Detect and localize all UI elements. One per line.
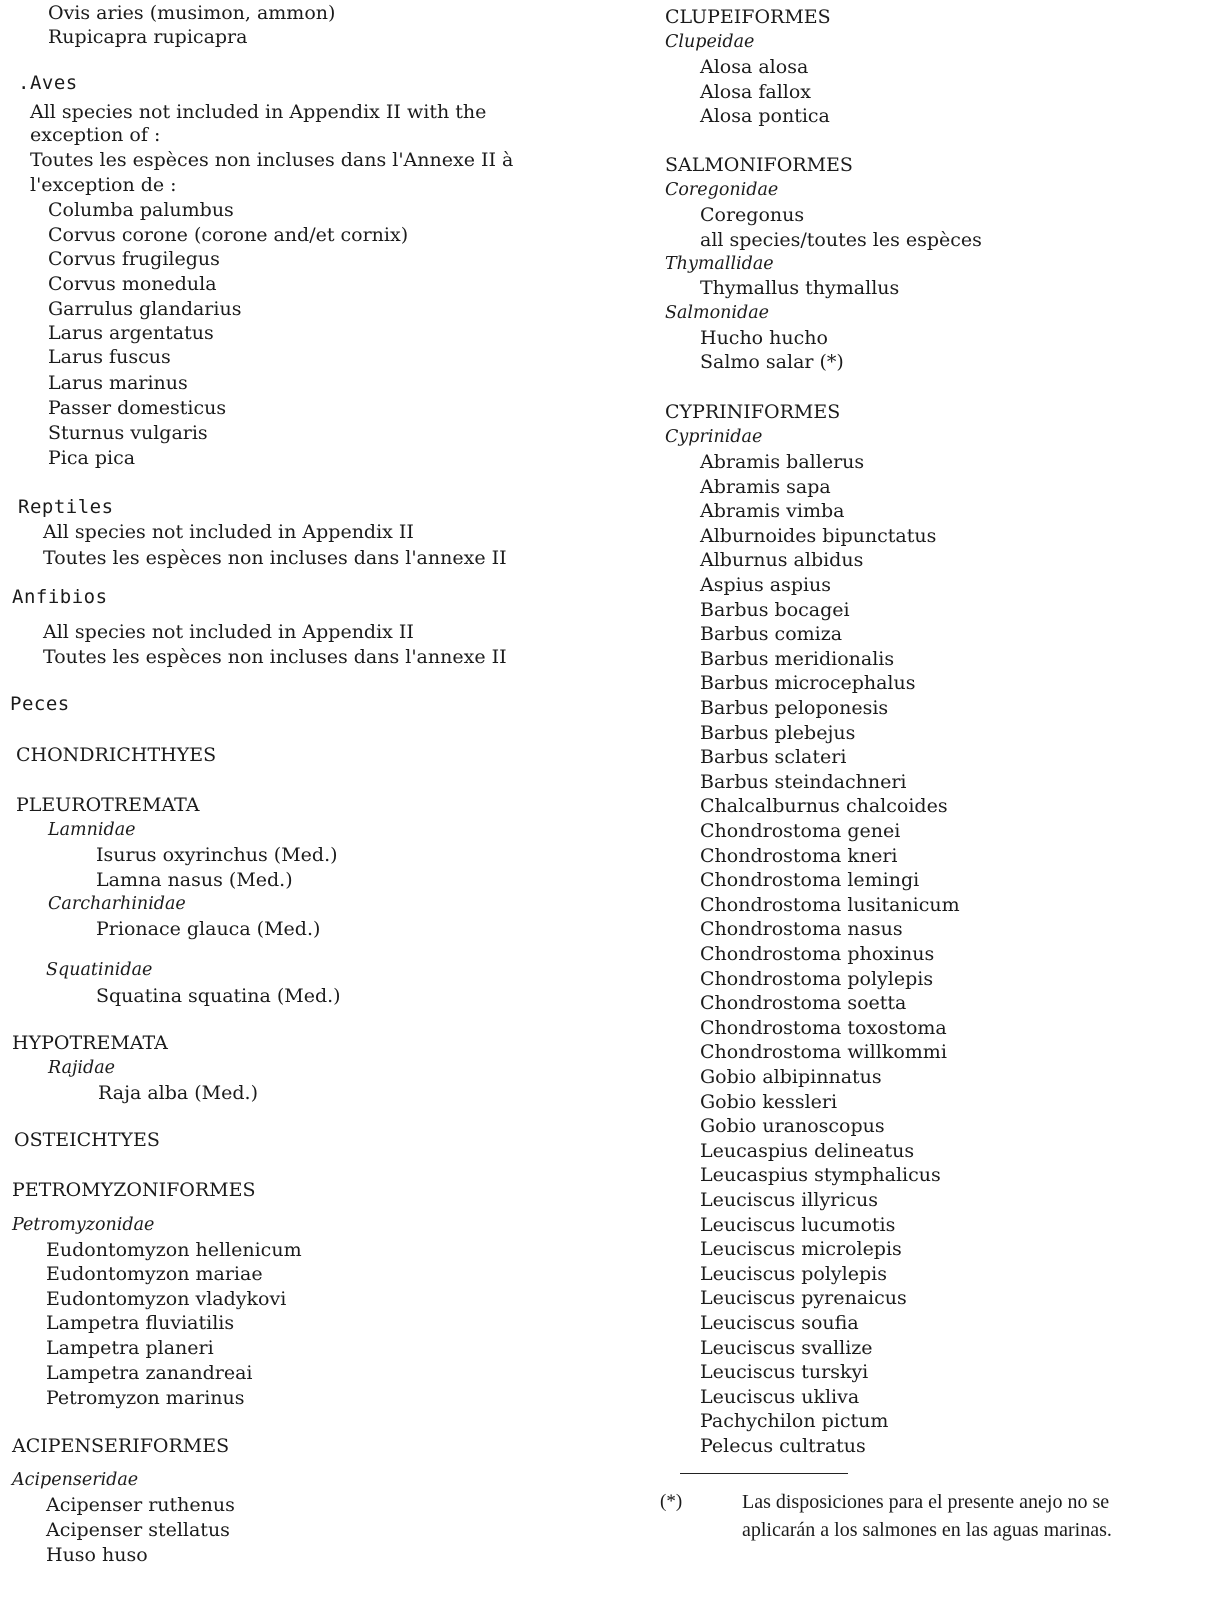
family-name: Petromyzonidae [12,1215,155,1235]
species-name: Leuciscus microlepis [700,1238,902,1261]
family-name: Carcharhinidae [48,894,186,914]
species-name: Pachychilon pictum [700,1410,889,1433]
species-name: Acipenser stellatus [46,1519,230,1541]
aves-intro-fr: l'exception de : [30,174,177,196]
species-name: Chalcalburnus chalcoides [700,795,948,818]
species-name: Chondrostoma lemingi [700,869,920,892]
family-name: Coregonidae [665,180,779,200]
order-heading: PETROMYZONIFORMES [12,1179,256,1201]
species-name: Alburnoides bipunctatus [700,524,937,547]
species-name: Chondrostoma phoxinus [700,943,935,965]
species-name: Eudontomyzon vladykovi [46,1288,287,1310]
species-name: Pelecus cultratus [700,1435,866,1457]
species-name: Chondrostoma lusitanicum [700,893,960,916]
species-name: Barbus bocagei [700,598,850,621]
species-name: all species/toutes les espèces [700,229,982,251]
species-name: Ovis aries (musimon, ammon) [48,2,336,24]
species-name: Eudontomyzon hellenicum [46,1239,302,1261]
order-heading: HYPOTREMATA [12,1032,168,1054]
order-heading: CLUPEIFORMES [665,6,831,28]
reptiles-line: All species not included in Appendix II [43,521,414,543]
reptiles-line: Toutes les espèces non incluses dans l'annexe II [43,547,507,569]
anfibios-line: Toutes les espèces non incluses dans l'annexe II [43,646,507,668]
species-name: Leuciscus polylepis [700,1262,887,1285]
species-name: Larus marinus [48,372,188,394]
species-name: Prionace glauca (Med.) [96,918,321,940]
species-name: Pica pica [48,447,136,469]
species-name: Petromyzon marinus [46,1387,245,1409]
species-name: Larus argentatus [48,322,214,344]
species-name: Leuciscus ukliva [700,1385,860,1408]
species-name: Chondrostoma soetta [700,992,907,1015]
family-name: Lamnidae [48,820,136,840]
species-name: Corvus monedula [48,273,217,295]
species-name: Barbus meridionalis [700,647,895,670]
species-name: Isurus oxyrinchus (Med.) [96,844,338,866]
species-name: Abramis vimba [700,500,845,523]
species-name: Lamna nasus (Med.) [96,869,293,891]
species-name: Garrulus glandarius [48,298,242,320]
species-name: Larus fuscus [48,346,171,368]
species-name: Chondrostoma toxostoma [700,1016,947,1039]
species-name: Leucaspius stymphalicus [700,1164,941,1187]
species-name: Aspius aspius [700,574,832,596]
species-name: Gobio albipinnatus [700,1066,882,1088]
family-name: Clupeidae [665,32,755,52]
aves-intro-en: exception of : [30,124,161,146]
species-name: Leuciscus pyrenaicus [700,1287,907,1310]
family-name: Acipenseridae [12,1470,139,1490]
species-name: Corvus frugilegus [48,248,220,270]
species-name: Barbus plebejus [700,721,856,744]
species-name: Abramis ballerus [700,451,865,473]
species-name: Coregonus [700,204,805,226]
species-name: Leuciscus illyricus [700,1189,878,1211]
order-heading: PLEUROTREMATA [16,794,200,816]
species-name: Leuciscus turskyi [700,1361,869,1384]
species-name: Gobio uranoscopus [700,1115,885,1138]
species-name: Alosa fallox [700,81,812,103]
order-heading: ACIPENSERIFORMES [12,1435,230,1457]
species-name: Alosa pontica [700,105,830,127]
aves-intro-fr: Toutes les espèces non incluses dans l'Annexe II à [30,149,514,171]
anfibios-line: All species not included in Appendix II [43,621,414,643]
class-heading: CHONDRICHTHYES [16,744,217,766]
footnote-mark: (*) [660,1491,683,1512]
species-name: Lampetra fluviatilis [46,1312,235,1334]
species-name: Salmo salar (*) [700,351,844,373]
species-name: Acipenser ruthenus [46,1494,235,1516]
species-name: Barbus peloponesis [700,697,889,719]
species-name: Thymallus thymallus [700,277,900,299]
species-name: Passer domesticus [48,397,227,419]
species-name: Leuciscus svallize [700,1336,873,1359]
species-name: Alburnus albidus [700,549,864,572]
species-name: Hucho hucho [700,327,828,349]
footnote-text: Las disposiciones para el presente anejo no se aplicarán a los salmones en las aguas marinas. [742,1491,1112,1541]
species-name: Gobio kessleri [700,1090,838,1113]
family-name: Cyprinidae [665,427,763,447]
species-name: Barbus sclateri [700,746,847,769]
species-name: Chondrostoma willkommi [700,1041,947,1064]
species-name: Eudontomyzon mariae [46,1263,263,1285]
species-name: Leuciscus lucumotis [700,1213,896,1236]
species-name: Chondrostoma polylepis [700,967,934,990]
family-name: Salmonidae [665,303,770,323]
species-name: Huso huso [46,1544,148,1566]
species-name: Chondrostoma kneri [700,844,898,867]
section-heading-anfibios: Anfibios [12,586,108,608]
species-name: Raja alba (Med.) [98,1082,258,1104]
species-name: Leucaspius delineatus [700,1139,915,1162]
species-name: Rupicapra rupicapra [48,26,248,48]
order-heading: CYPRINIFORMES [665,401,841,423]
footnote-divider [680,1473,848,1474]
species-name: Chondrostoma genei [700,820,901,842]
section-heading-peces: Peces [10,693,70,715]
species-name: Barbus microcephalus [700,672,916,695]
species-name: Chondrostoma nasus [700,918,903,941]
species-name: Corvus corone (corone and/et cornix) [48,224,409,246]
aves-intro-en: All species not included in Appendix II with the [30,101,487,123]
species-name: Squatina squatina (Med.) [96,985,341,1007]
order-heading: SALMONIFORMES [665,154,853,176]
family-name: Thymallidae [665,254,774,274]
species-name: Barbus comiza [700,623,843,646]
family-name: Rajidae [48,1058,116,1078]
species-name: Columba palumbus [48,199,234,221]
species-name: Lampetra planeri [46,1337,214,1359]
species-name: Abramis sapa [700,475,831,498]
section-heading-reptiles: Reptiles [18,496,114,518]
species-name: Sturnus vulgaris [48,422,208,444]
species-name: Lampetra zanandreai [46,1362,253,1384]
family-name: Squatinidae [46,960,153,980]
species-name: Leuciscus soufia [700,1312,859,1334]
species-name: Alosa alosa [700,56,809,78]
species-name: Barbus steindachneri [700,770,907,793]
section-heading-aves: .Aves [18,72,78,94]
class-heading: OSTEICHTYES [14,1129,160,1151]
